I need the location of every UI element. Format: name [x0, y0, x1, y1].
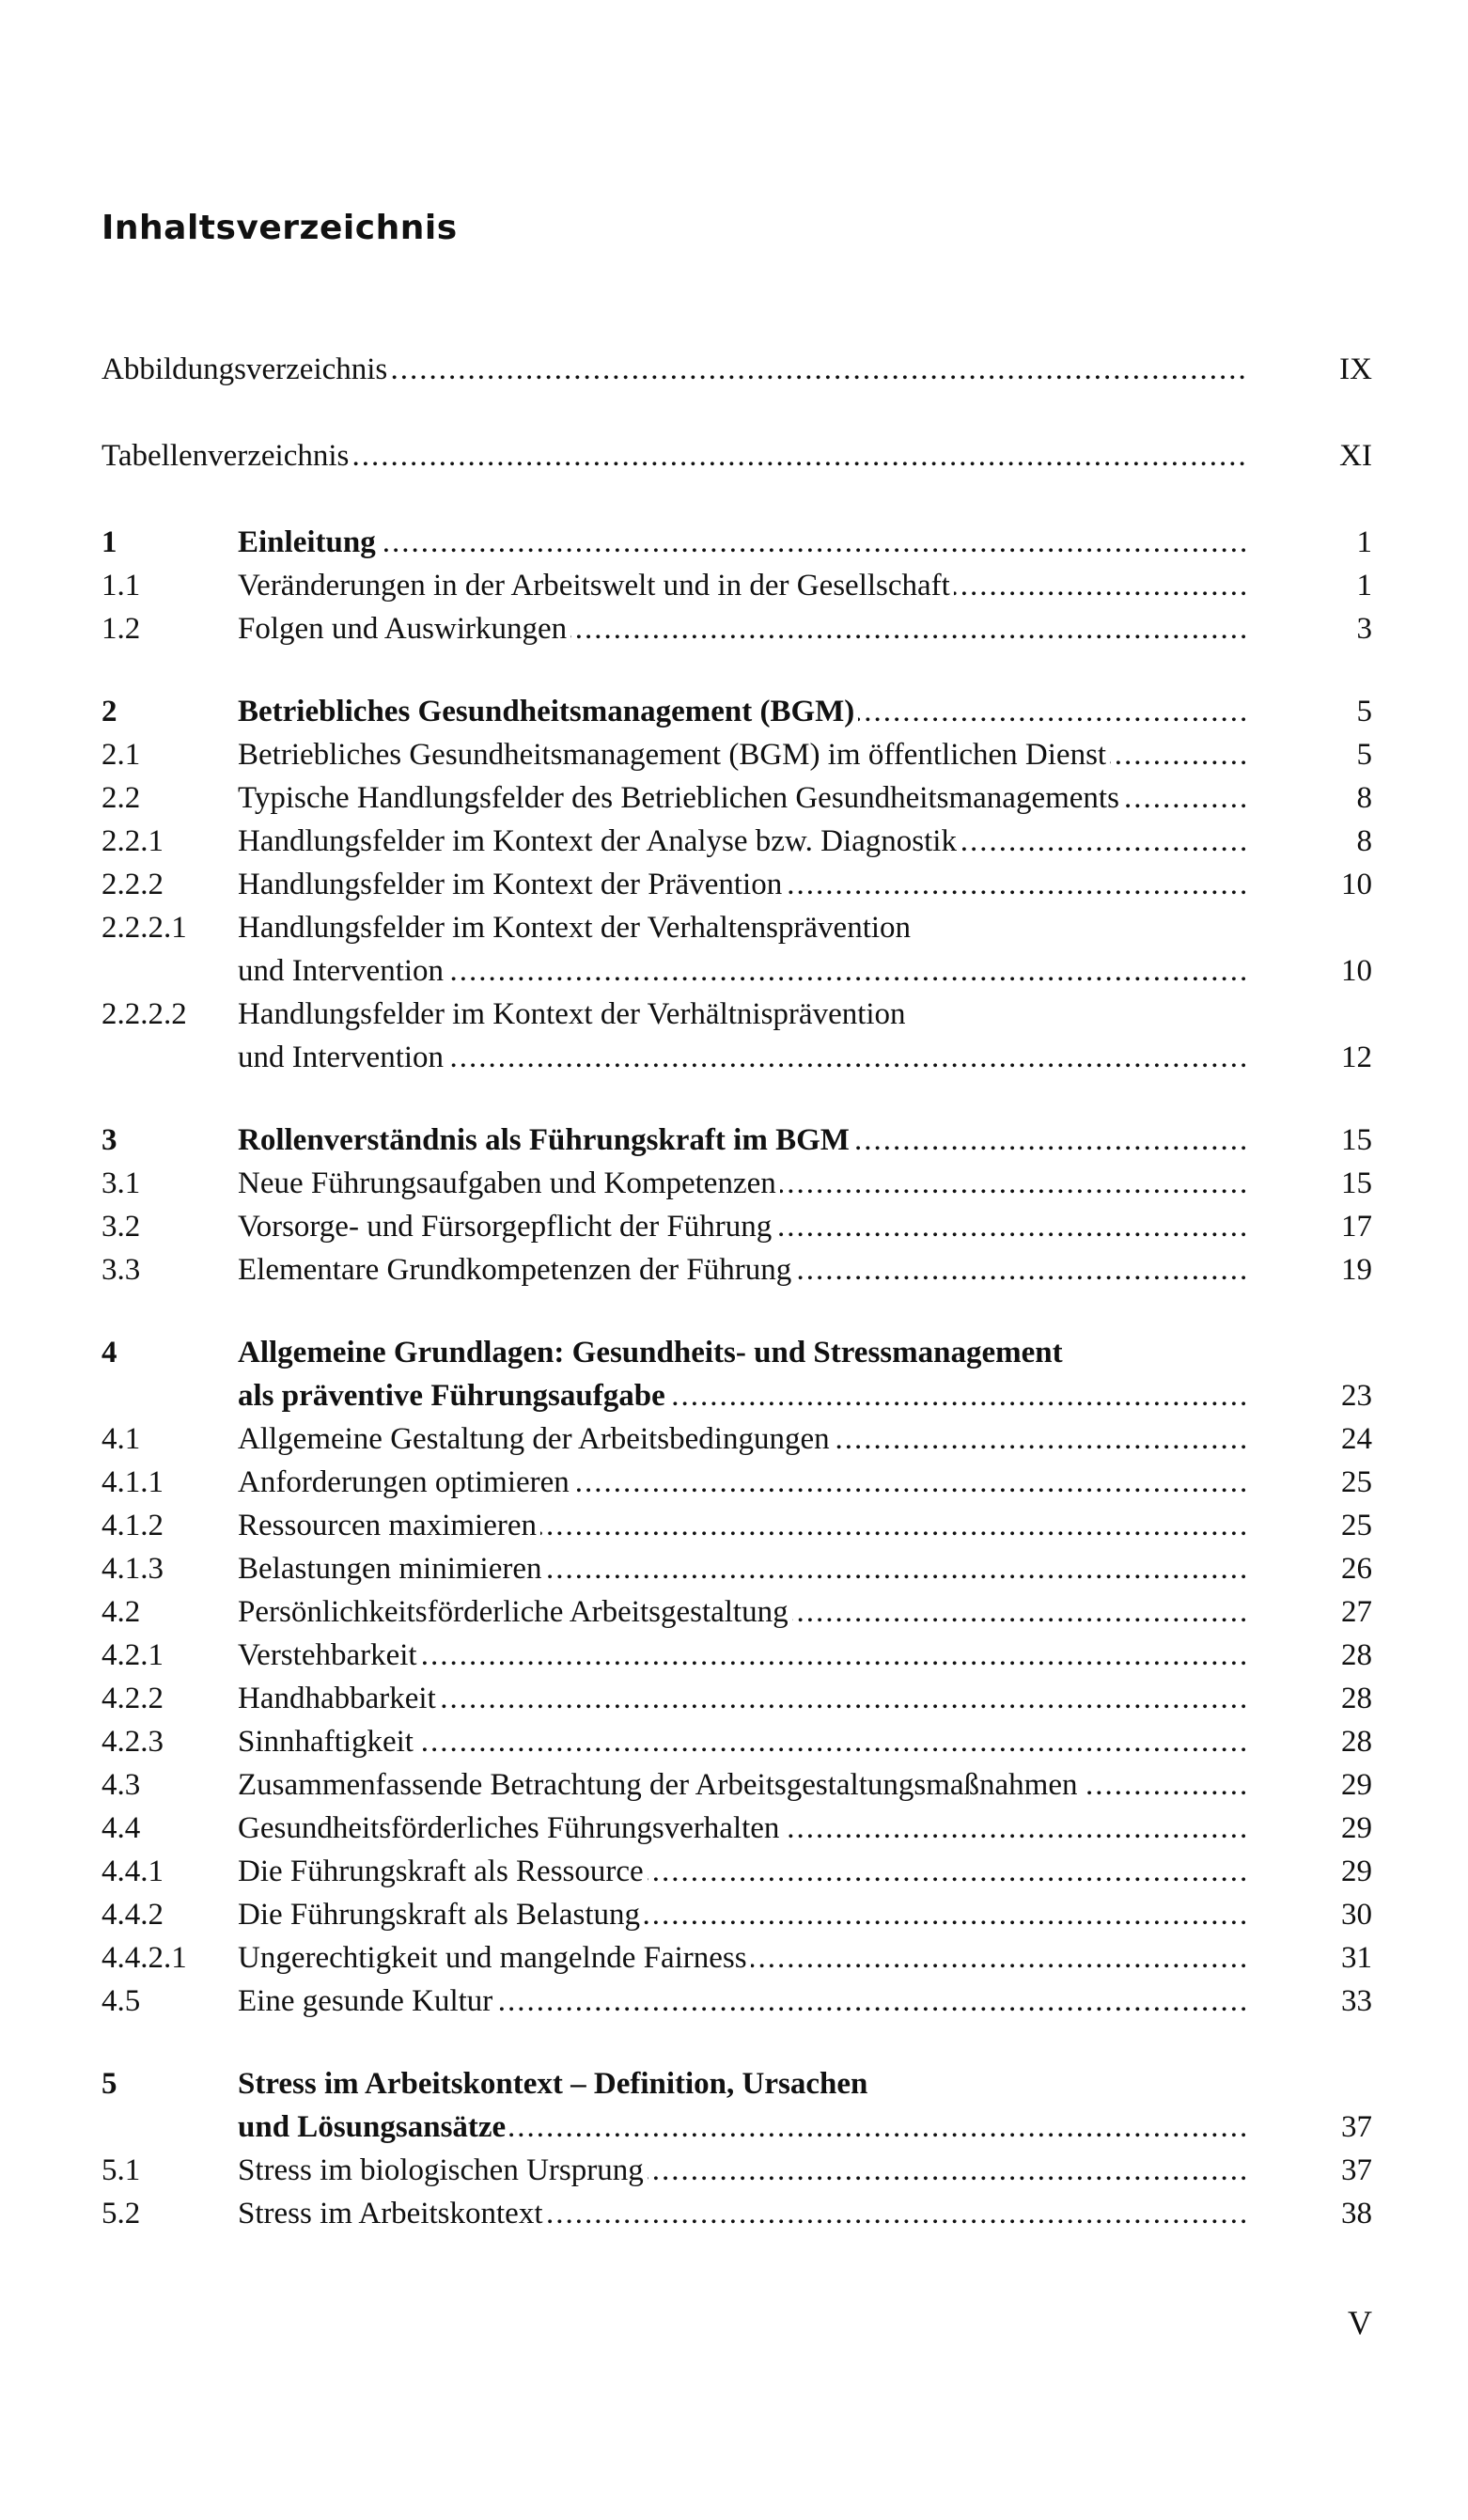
toc-chapter[interactable] [102, 1331, 1372, 1374]
toc-entry[interactable] [102, 1248, 1372, 1291]
toc-entry[interactable] [102, 1162, 1372, 1205]
toc-entry-title: Belastungen minimieren ..... [238, 1547, 1248, 1590]
toc-entry[interactable] [102, 1807, 1372, 1850]
toc-entry-continuation[interactable] [102, 949, 1372, 993]
toc-entry[interactable] [102, 1417, 1372, 1461]
toc-entry-page: 33 [1341, 1984, 1372, 2018]
toc-entry-number: 4.4.2.1 [102, 1941, 187, 1975]
toc-entry-number: 2.2.1 [102, 824, 164, 858]
toc-entry[interactable] [102, 1763, 1372, 1807]
toc-entry[interactable] [102, 1720, 1372, 1763]
toc-entry-number: 4.1 [102, 1422, 141, 1456]
toc-entry-number: 4.2.2 [102, 1682, 164, 1715]
toc-entry-title: Eine gesunde Kultur ..... [238, 1980, 1248, 2023]
page-title: Inhaltsverzeichnis [102, 209, 458, 247]
toc-entry[interactable] [102, 1936, 1372, 1980]
toc-entry-number: 4.1.2 [102, 1509, 164, 1542]
toc-entry-number: 1 [102, 525, 117, 559]
toc-entry[interactable] [102, 733, 1372, 776]
toc-chapter[interactable] [102, 1119, 1372, 1162]
toc-entry-number: 2.2 [102, 781, 141, 815]
toc-entry-page: 3 [1356, 612, 1372, 646]
toc-entry-number: 4.5 [102, 1984, 141, 2018]
toc-entry-title: Die Führungskraft als Ressource ..... [238, 1850, 1248, 1893]
toc-entry-title: Handlungsfelder im Kontext der Prävention ..... [238, 863, 1248, 906]
toc-entry-page: 28 [1341, 1725, 1372, 1759]
toc-entry-number: 2.2.2 [102, 868, 164, 901]
toc-entry-page: 5 [1356, 695, 1372, 728]
toc-entry-page: 5 [1356, 738, 1372, 772]
toc-entry[interactable] [102, 2192, 1372, 2235]
toc-entry-title: Handlungsfelder im Kontext der Verhältnisprävention [238, 993, 1248, 1036]
toc-entry-number: 5 [102, 2067, 117, 2101]
toc-entry[interactable] [102, 1461, 1372, 1504]
toc-entry-title: Neue Führungsaufgaben und Kompetenzen ..... [238, 1162, 1248, 1205]
toc-entry[interactable] [102, 1205, 1372, 1248]
toc-entry-title: Betriebliches Gesundheitsmanagement (BGM) im öffentlichen Dienst ..... [238, 733, 1248, 776]
toc-entry-page: 1 [1356, 569, 1372, 603]
toc-entry-page: 38 [1341, 2197, 1372, 2230]
toc-entry-page: 25 [1341, 1465, 1372, 1499]
toc-entry-number: 4.3 [102, 1768, 141, 1802]
toc-entry-number: 4.1.1 [102, 1465, 164, 1499]
toc-entry-title: Stress im Arbeitskontext – Definition, Ursachen [238, 2062, 1248, 2105]
toc-entry-page: 29 [1341, 1811, 1372, 1845]
toc-entry-page: 29 [1341, 1855, 1372, 1888]
toc-entry-title: Elementare Grundkompetenzen der Führung ..... [238, 1248, 1248, 1291]
page-number: V [1348, 2304, 1372, 2341]
toc-entry-page: 23 [1341, 1379, 1372, 1413]
toc-entry-title: Rollenverständnis als Führungskraft im BGM ..... [238, 1119, 1248, 1162]
toc-entry-title: Gesundheitsförderliches Führungsverhalten ..... [238, 1807, 1248, 1850]
toc-entry-page: 17 [1341, 1210, 1372, 1244]
toc-entry-number: 3.3 [102, 1253, 141, 1287]
toc-entry-title: Veränderungen in der Arbeitswelt und in der Gesellschaft ..... [238, 564, 1248, 607]
toc-entry-title: Ressourcen maximieren ..... [238, 1504, 1248, 1547]
toc-entry-page: 1 [1356, 525, 1372, 559]
toc-entry-title: Allgemeine Grundlagen: Gesundheits- und Stressmanagement [238, 1331, 1248, 1374]
toc-entry-title: und Intervention ..... [238, 1036, 1248, 1079]
toc-entry[interactable] [102, 1893, 1372, 1936]
toc-entry[interactable] [102, 2149, 1372, 2192]
table-of-contents [102, 348, 1372, 2235]
toc-entry[interactable] [102, 776, 1372, 820]
toc-entry-title: Persönlichkeitsförderliche Arbeitsgestaltung ..... [238, 1590, 1248, 1634]
toc-entry[interactable] [102, 348, 1372, 391]
toc-entry-page: 37 [1341, 2153, 1372, 2187]
toc-entry-continuation[interactable] [102, 2105, 1372, 2149]
toc-entry[interactable] [102, 1634, 1372, 1677]
toc-entry-page: 28 [1341, 1638, 1372, 1672]
toc-entry-title: Folgen und Auswirkungen ..... [238, 607, 1248, 650]
toc-entry-number: 4.4.2 [102, 1898, 164, 1932]
toc-entry-title: Handlungsfelder im Kontext der Analyse bzw. Diagnostik ..... [238, 820, 1248, 863]
toc-entry-continuation[interactable] [102, 1374, 1372, 1417]
toc-entry-title: Vorsorge- und Fürsorgepflicht der Führung ..... [238, 1205, 1248, 1248]
toc-entry-page: 12 [1341, 1041, 1372, 1074]
toc-entry-page: 8 [1356, 781, 1372, 815]
toc-entry[interactable] [102, 1504, 1372, 1547]
toc-entry-title: Abbildungsverzeichnis ..... [102, 348, 1248, 391]
toc-entry-title: Handhabbarkeit ..... [238, 1677, 1248, 1720]
toc-entry-title: Stress im biologischen Ursprung ..... [238, 2149, 1248, 2192]
toc-entry-page: 29 [1341, 1768, 1372, 1802]
toc-entry[interactable] [102, 1980, 1372, 2023]
toc-entry-number: 3.2 [102, 1210, 141, 1244]
toc-entry-page: 15 [1341, 1123, 1372, 1157]
toc-entry-number: 3 [102, 1123, 117, 1157]
toc-entry-title: Anforderungen optimieren ..... [238, 1461, 1248, 1504]
toc-entry[interactable] [102, 1850, 1372, 1893]
toc-entry-title: Stress im Arbeitskontext ..... [238, 2192, 1248, 2235]
toc-entry-number: 4.4 [102, 1811, 141, 1845]
toc-entry-title: Die Führungskraft als Belastung ..... [238, 1893, 1248, 1936]
toc-entry[interactable] [102, 434, 1372, 477]
toc-entry-page: 31 [1341, 1941, 1372, 1975]
toc-entry-number: 2.1 [102, 738, 141, 772]
toc-entry-number: 3.1 [102, 1166, 141, 1200]
toc-entry-title: Zusammenfassende Betrachtung der Arbeitsgestaltungsmaßnahmen ..... [238, 1763, 1248, 1807]
toc-entry-page: XI [1339, 439, 1372, 473]
toc-entry-number: 4.1.3 [102, 1552, 164, 1586]
toc-entry-page: 8 [1356, 824, 1372, 858]
toc-entry-title: als präventive Führungsaufgabe ..... [238, 1374, 1248, 1417]
toc-entry-number: 4.2.3 [102, 1725, 164, 1759]
toc-entry-number: 5.1 [102, 2153, 141, 2187]
toc-entry-title: Handlungsfelder im Kontext der Verhaltensprävention [238, 906, 1248, 949]
toc-entry[interactable] [102, 1547, 1372, 1590]
toc-entry[interactable] [102, 820, 1372, 863]
toc-entry-page: 27 [1341, 1595, 1372, 1629]
toc-chapter[interactable] [102, 690, 1372, 733]
toc-entry-number: 4.2 [102, 1595, 141, 1629]
toc-entry-number: 2.2.2.1 [102, 911, 187, 945]
toc-entry[interactable] [102, 993, 1372, 1036]
toc-entry-page: 15 [1341, 1166, 1372, 1200]
toc-entry-page: 28 [1341, 1682, 1372, 1715]
toc-entry-title: Typische Handlungsfelder des Betrieblichen Gesundheitsmanagements ..... [238, 776, 1248, 820]
toc-entry-continuation[interactable] [102, 1036, 1372, 1079]
toc-chapter[interactable] [102, 2062, 1372, 2105]
toc-entry-title: Ungerechtigkeit und mangelnde Fairness ..... [238, 1936, 1248, 1980]
toc-entry-title: Tabellenverzeichnis ..... [102, 434, 1248, 477]
toc-entry-number: 2 [102, 695, 117, 728]
toc-entry[interactable] [102, 1590, 1372, 1634]
toc-entry-page: 37 [1341, 2110, 1372, 2144]
toc-entry-page: 10 [1341, 954, 1372, 988]
toc-entry-number: 1.2 [102, 612, 141, 646]
toc-entry[interactable] [102, 863, 1372, 906]
toc-entry-number: 4 [102, 1336, 117, 1370]
toc-entry-title: Verstehbarkeit ..... [238, 1634, 1248, 1677]
toc-entry[interactable] [102, 1677, 1372, 1720]
toc-entry-title: Betriebliches Gesundheitsmanagement (BGM) ..... [238, 690, 1248, 733]
toc-entry-page: 19 [1341, 1253, 1372, 1287]
toc-entry-number: 4.2.1 [102, 1638, 164, 1672]
toc-entry-title: Einleitung ..... [238, 521, 1248, 564]
toc-entry-title: Allgemeine Gestaltung der Arbeitsbedingungen ..... [238, 1417, 1248, 1461]
toc-entry-title: und Lösungsansätze ..... [238, 2105, 1248, 2149]
toc-entry[interactable] [102, 564, 1372, 607]
toc-entry-page: 26 [1341, 1552, 1372, 1586]
toc-entry-page: 30 [1341, 1898, 1372, 1932]
toc-entry-number: 2.2.2.2 [102, 997, 187, 1031]
toc-entry-page: 25 [1341, 1509, 1372, 1542]
toc-entry-title: Sinnhaftigkeit ..... [238, 1720, 1248, 1763]
toc-entry[interactable] [102, 906, 1372, 949]
toc-entry-number: 1.1 [102, 569, 141, 603]
toc-entry-title: und Intervention ..... [238, 949, 1248, 993]
toc-entry-page: IX [1339, 352, 1372, 386]
toc-entry-number: 4.4.1 [102, 1855, 164, 1888]
toc-entry[interactable] [102, 607, 1372, 650]
toc-entry-page: 24 [1341, 1422, 1372, 1456]
toc-entry-page: 10 [1341, 868, 1372, 901]
toc-chapter[interactable] [102, 521, 1372, 564]
toc-entry-number: 5.2 [102, 2197, 141, 2230]
